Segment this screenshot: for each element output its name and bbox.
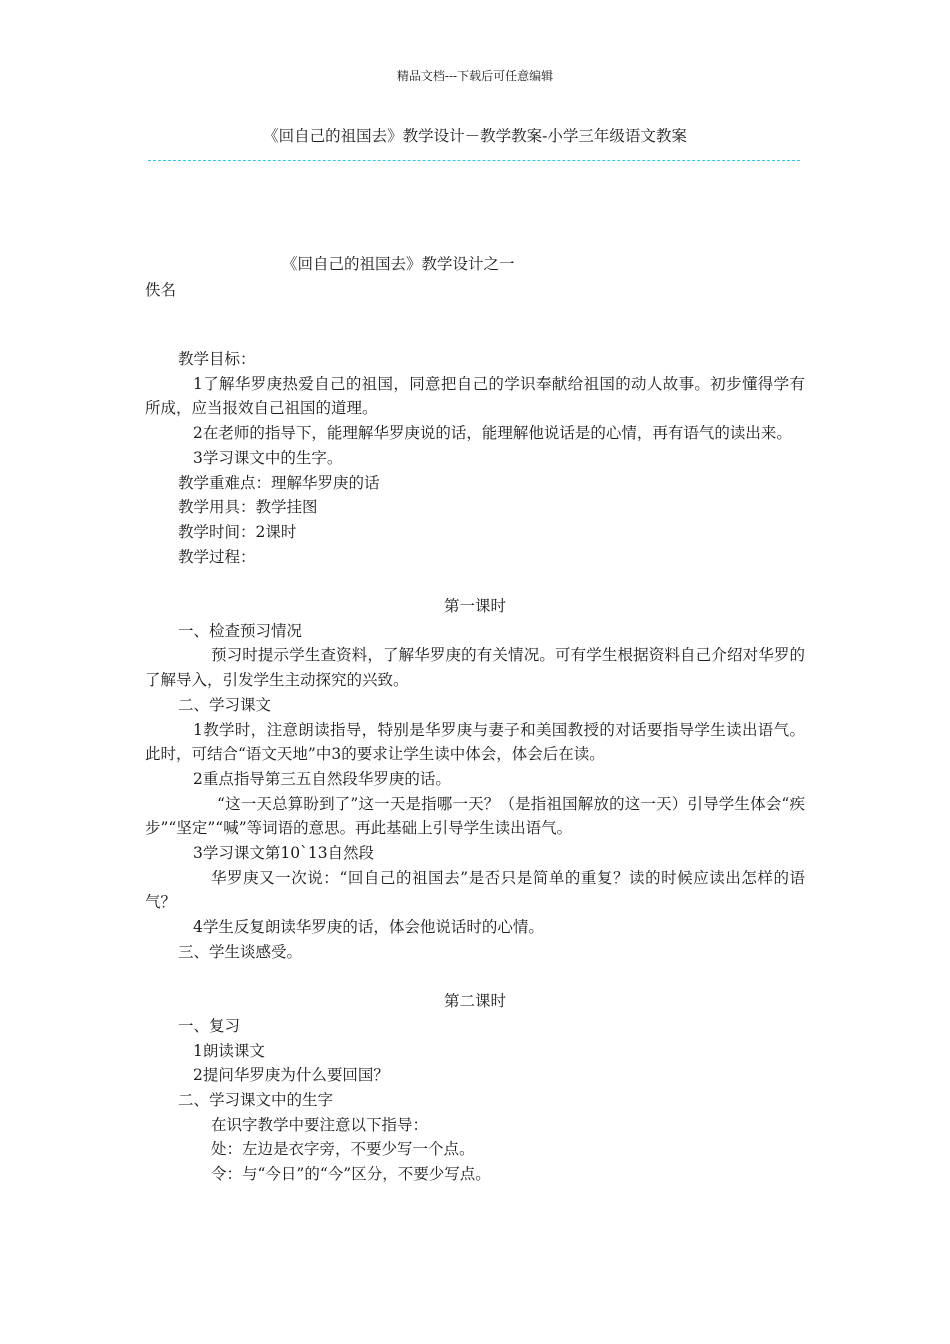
dashed-divider [148, 160, 800, 161]
lesson-2-heading: 第二课时 [443, 992, 506, 1011]
goal-2: 2在老师的指导下，能理解华罗庚说的话，能理解他说话是的心情，再有语气的读出来。 [193, 424, 792, 443]
lesson-2-char-1: 处：左边是衣字旁，不要少写一个点。 [211, 1140, 475, 1159]
goals-label: 教学目标： [178, 350, 256, 368]
teaching-process: 教学过程： [178, 547, 256, 566]
lesson-1-section-1-title: 一、检查预习情况 [178, 621, 303, 640]
lesson-1-section-2-title: 二、学习课文 [178, 695, 272, 714]
key-points: 教学重难点：理解华罗庚的话 [178, 473, 380, 492]
goal-1: 1了解华罗庚热爱自己的祖国，同意把自己的学识奉献给祖国的动人故事。初步懂得学有所成，应当报效自己祖国的道理。 [145, 374, 805, 418]
lesson-2-review-1: 1朗读课文 [193, 1041, 265, 1060]
lesson-1-section-1-text: 预习时提示学生查资料，了解华罗庚的有关情况。可有学生根据资料自己介绍对华罗的了解导入，引发学生主动探究的兴致。 [145, 646, 805, 690]
teaching-time: 教学时间：2课时 [178, 522, 297, 541]
lesson-2-char-2: 令：与“今日”的“今”区分，不要少写点。 [211, 1165, 491, 1184]
lesson-1-point-4: 4学生反复朗读华罗庚的话，体会他说话时的心情。 [193, 918, 544, 937]
lesson-1-point-1: 1教学时，注意朗读指导，特别是华罗庚与妻子和美国教授的对话要指导学生读出语气。此时，可结合“语文天地”中3的要求让学生读中体会，体会后在读。 [145, 720, 805, 764]
lesson-1-point-3: 3学习课文第10`13自然段 [193, 844, 375, 863]
lesson-1-point-2: 2重点指导第三五自然段华罗庚的话。 [193, 769, 451, 788]
author: 佚名 [145, 281, 177, 299]
document-body [145, 347, 805, 1187]
lesson-2-intro: 在识字教学中要注意以下指导： [211, 1115, 429, 1134]
lesson-2-review-2: 2提问华罗庚为什么要回国？ [193, 1066, 389, 1085]
goal-3: 3学习课文中的生字。 [193, 448, 343, 467]
lesson-1-point-3-detail: 华罗庚又一次说：“回自己的祖国去”是否只是简单的重复？读的时候应读出怎样的语气？ [145, 868, 805, 912]
lesson-2-section-2-title: 二、学习课文中的生字 [178, 1091, 334, 1110]
lesson-1-heading: 第一课时 [443, 597, 506, 616]
lesson-2-section-1-title: 一、复习 [178, 1016, 241, 1035]
document-title: 《回自己的祖国去》教学设计－教学教案-小学三年级语文教案 [263, 127, 687, 145]
header-note: 精品文档---下载后可任意编辑 [396, 69, 554, 83]
lesson-1-section-3-title: 三、学生谈感受。 [178, 942, 303, 961]
lesson-1-point-2-detail: “这一天总算盼到了”这一天是指哪一天？（是指祖国解放的这一天）引导学生体会“疾步”“坚定”“喊”等词语的意思。再此基础上引导学生读出语气。 [145, 794, 805, 838]
teaching-tools: 教学用具：教学挂图 [178, 498, 318, 517]
section-title: 《回自己的祖国去》教学设计之一 [282, 255, 515, 273]
